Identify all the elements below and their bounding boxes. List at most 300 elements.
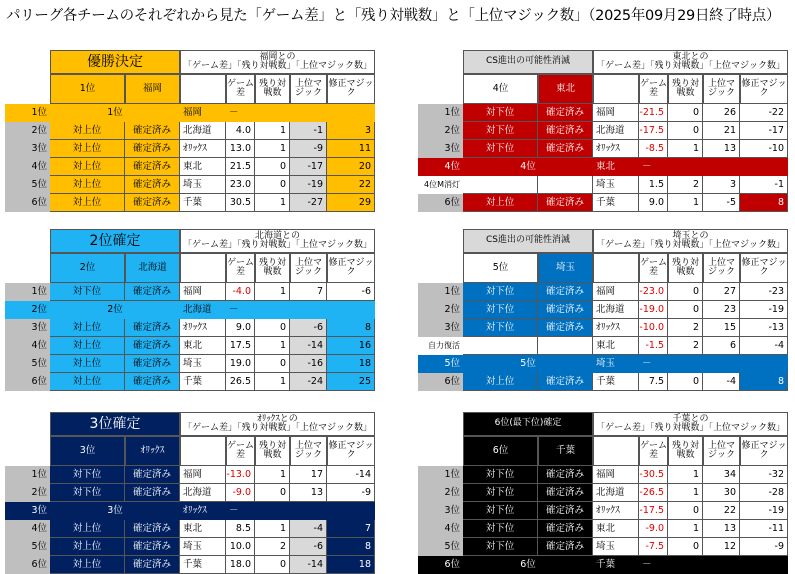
confirmed-label: 確定済み (538, 194, 593, 212)
game-diff: 10.0 (226, 538, 255, 556)
relation-label: 対下位 (463, 319, 538, 337)
confirmed-label: 確定済み (125, 319, 180, 337)
confirmed-label: 確定済み (125, 520, 180, 538)
confirmed-label: 確定済み (538, 283, 593, 301)
confirmed-label: 確定済み (125, 484, 180, 502)
magic-number: 17 (290, 466, 327, 484)
self-label: 1位 (50, 104, 180, 122)
comparison-header (593, 412, 788, 436)
status-rank: 2位 (50, 253, 125, 283)
adjusted-magic: -22 (740, 104, 788, 122)
column-header-remaining: 残り対戦数 (668, 74, 703, 104)
confirmed-label: 確定済み (125, 283, 180, 301)
remaining-games: 0 (255, 319, 290, 337)
magic-number: 26 (703, 104, 740, 122)
rank-label: 5位 (5, 538, 50, 556)
magic-number: 13 (290, 484, 327, 502)
game-diff: -17.5 (639, 502, 668, 520)
self-fill (255, 104, 375, 122)
comparison-header (180, 229, 375, 253)
relation-label: 対下位 (50, 484, 125, 502)
game-diff: 21.5 (226, 158, 255, 176)
status-rank: 1位 (50, 74, 125, 104)
magic-number: -4 (290, 520, 327, 538)
magic-number: -19 (290, 176, 327, 194)
rank-label: 5位 (418, 538, 463, 556)
team-name: 東北 (593, 158, 639, 176)
magic-number: 7 (290, 283, 327, 301)
confirmed-label: 確定済み (538, 502, 593, 520)
column-header-adj-magic: 修正マジック (740, 436, 788, 466)
confirmed-label: 確定済み (538, 301, 593, 319)
adjusted-magic: -19 (740, 502, 788, 520)
magic-number: 15 (703, 319, 740, 337)
comparison-header-line2: 「ゲーム差」「残り対戦数」「上位マジック数」 (182, 423, 372, 433)
remaining-games: 1 (255, 373, 290, 391)
remaining-games: 1 (255, 140, 290, 158)
team-name: 東北 (180, 158, 226, 176)
team-name: 北海道 (180, 122, 226, 140)
column-header-magic: 上位マジック (703, 253, 740, 283)
adjusted-magic: -14 (327, 466, 375, 484)
status-team: ｵﾘｯｸｽ (125, 436, 180, 466)
rank-label: 6位 (5, 194, 50, 212)
confirmed-label: 確定済み (538, 466, 593, 484)
game-diff: 13.0 (226, 140, 255, 158)
game-diff: 9.0 (639, 194, 668, 212)
confirmed-label: 確定済み (538, 373, 593, 391)
relation-label: 対上位 (50, 538, 125, 556)
comparison-header-line1: 東北との (672, 51, 709, 62)
relation-label: 対上位 (463, 373, 538, 391)
remaining-games: 0 (668, 301, 703, 319)
rank-label: 4位 (5, 520, 50, 538)
rank-label: 3位 (5, 502, 50, 520)
game-diff: － (226, 502, 255, 520)
remaining-games: 1 (255, 194, 290, 212)
rank-label: 3位 (5, 140, 50, 158)
comparison-header (180, 50, 375, 74)
comparison-header-line2: 「ゲーム差」「残り対戦数」「上位マジック数」 (595, 240, 785, 250)
adjusted-magic: -10 (740, 140, 788, 158)
remaining-games: 0 (668, 373, 703, 391)
team-name: ｵﾘｯｸｽ (593, 319, 639, 337)
rank-label: 5位 (418, 355, 463, 373)
comparison-header-line2: 「ゲーム差」「残り対戦数」「上位マジック数」 (595, 61, 785, 71)
rank-label: 2位 (5, 122, 50, 140)
adjusted-magic: -6 (327, 283, 375, 301)
rank-label: 4位 (5, 158, 50, 176)
confirmed-label: 確定済み (125, 158, 180, 176)
team-name: 埼玉 (593, 538, 639, 556)
remaining-games: 0 (668, 104, 703, 122)
status-title: CS進出の可能性消滅 (463, 50, 593, 74)
column-header-team (180, 436, 226, 466)
self-fill (255, 502, 375, 520)
status-rank: 5位 (463, 253, 538, 283)
relation-label: 対下位 (463, 140, 538, 158)
team-name: 東北 (593, 337, 639, 355)
column-header-team (593, 74, 639, 104)
comparison-header-line2: 「ゲーム差」「残り対戦数」「上位マジック数」 (182, 61, 372, 71)
team-name: 埼玉 (593, 176, 639, 194)
rank-label: 6位 (418, 373, 463, 391)
adjusted-magic: 25 (327, 373, 375, 391)
relation-label: 対上位 (50, 176, 125, 194)
relation-label: 対下位 (463, 484, 538, 502)
relation-label (463, 176, 538, 194)
game-diff: -30.5 (639, 466, 668, 484)
column-header-remaining: 残り対戦数 (668, 436, 703, 466)
game-diff: 7.5 (639, 373, 668, 391)
self-fill (668, 355, 788, 373)
team-name: 北海道 (593, 484, 639, 502)
magic-number: -6 (290, 319, 327, 337)
remaining-games: 0 (255, 556, 290, 574)
game-diff: － (226, 104, 255, 122)
game-diff: -23.0 (639, 283, 668, 301)
self-fill (668, 158, 788, 176)
team-name: 福岡 (593, 104, 639, 122)
confirmed-label: 確定済み (538, 140, 593, 158)
team-name: ｵﾘｯｸｽ (593, 502, 639, 520)
self-label: 3位 (50, 502, 180, 520)
status-title: 6位(最下位)確定 (463, 412, 593, 436)
adjusted-magic: 16 (327, 337, 375, 355)
rank-label: 6位 (418, 556, 463, 574)
team-name: 北海道 (180, 301, 226, 319)
confirmed-label: 確定済み (538, 520, 593, 538)
comparison-header-line2: 「ゲーム差」「残り対戦数」「上位マジック数」 (595, 423, 785, 433)
remaining-games: 1 (255, 337, 290, 355)
comparison-header-line1: 千葉との (672, 413, 709, 424)
remaining-games: 1 (668, 140, 703, 158)
remaining-games: 0 (668, 283, 703, 301)
remaining-games: 0 (255, 484, 290, 502)
adjusted-magic: -1 (740, 176, 788, 194)
column-header-magic: 上位マジック (703, 436, 740, 466)
status-team: 埼玉 (538, 253, 593, 283)
magic-number: 21 (703, 122, 740, 140)
remaining-games: 0 (255, 355, 290, 373)
team-name: 福岡 (180, 283, 226, 301)
team-name: 千葉 (180, 373, 226, 391)
magic-number: 13 (703, 140, 740, 158)
magic-number: -6 (290, 538, 327, 556)
game-diff: 8.5 (226, 520, 255, 538)
rank-label: 2位 (418, 301, 463, 319)
confirmed-label: 確定済み (538, 104, 593, 122)
self-fill (255, 301, 375, 319)
magic-number: -27 (290, 194, 327, 212)
remaining-games: 1 (255, 466, 290, 484)
confirmed-label: 確定済み (538, 538, 593, 556)
team-name: 福岡 (593, 466, 639, 484)
team-name: 東北 (180, 337, 226, 355)
rank-label: 4位 (5, 337, 50, 355)
adjusted-magic: -17 (740, 122, 788, 140)
relation-label: 対上位 (50, 355, 125, 373)
game-diff: -21.5 (639, 104, 668, 122)
team-name: 北海道 (180, 484, 226, 502)
self-label: 2位 (50, 301, 180, 319)
self-label: 5位 (463, 355, 593, 373)
relation-label: 対上位 (50, 373, 125, 391)
magic-number: 30 (703, 484, 740, 502)
magic-number: 34 (703, 466, 740, 484)
column-header-team (180, 253, 226, 283)
column-header-game-diff: ゲーム差 (226, 74, 255, 104)
relation-label (463, 337, 538, 355)
comparison-header-line1: 福岡との (259, 51, 296, 62)
self-label: 4位 (463, 158, 593, 176)
remaining-games: 0 (255, 158, 290, 176)
adjusted-magic: -11 (740, 520, 788, 538)
column-header-remaining: 残り対戦数 (255, 253, 290, 283)
status-title: 3位確定 (50, 412, 180, 436)
remaining-games: 1 (668, 466, 703, 484)
magic-number: 23 (703, 301, 740, 319)
game-diff: -13.0 (226, 466, 255, 484)
confirmed-label: 確定済み (125, 122, 180, 140)
column-header-remaining: 残り対戦数 (255, 436, 290, 466)
game-diff: -10.0 (639, 319, 668, 337)
rank-label: 2位 (418, 484, 463, 502)
status-team: 福岡 (125, 74, 180, 104)
game-diff: -9.0 (639, 520, 668, 538)
adjusted-magic: 20 (327, 158, 375, 176)
remaining-games: 2 (255, 538, 290, 556)
relation-label: 対下位 (463, 283, 538, 301)
status-title: 優勝決定 (50, 50, 180, 74)
confirmed-label: 確定済み (538, 122, 593, 140)
relation-label: 対下位 (463, 520, 538, 538)
team-name: ｵﾘｯｸｽ (180, 502, 226, 520)
column-header-adj-magic: 修正マジック (740, 253, 788, 283)
confirmed-label: 確定済み (538, 319, 593, 337)
column-header-adj-magic: 修正マジック (327, 436, 375, 466)
relation-label: 対上位 (50, 337, 125, 355)
relation-label: 対下位 (50, 466, 125, 484)
remaining-games: 2 (668, 337, 703, 355)
team-name: ｵﾘｯｸｽ (180, 140, 226, 158)
magic-number: -16 (290, 355, 327, 373)
magic-number: -14 (290, 556, 327, 574)
rank-label: 6位 (5, 556, 50, 574)
remaining-games: 1 (668, 194, 703, 212)
comparison-header (593, 50, 788, 74)
magic-number: -4 (703, 373, 740, 391)
team-name: 北海道 (593, 301, 639, 319)
confirmed-label (538, 337, 593, 355)
team-name: 福岡 (593, 283, 639, 301)
column-header-game-diff: ゲーム差 (639, 436, 668, 466)
rank-label: 6位 (418, 194, 463, 212)
game-diff: 18.0 (226, 556, 255, 574)
rank-label: 3位 (5, 319, 50, 337)
status-rank: 6位 (463, 436, 538, 466)
relation-label: 対上位 (50, 122, 125, 140)
confirmed-label: 確定済み (125, 194, 180, 212)
magic-number: -5 (703, 194, 740, 212)
column-header-adj-magic: 修正マジック (327, 253, 375, 283)
adjusted-magic: -28 (740, 484, 788, 502)
magic-number: 13 (703, 520, 740, 538)
relation-label: 対下位 (463, 104, 538, 122)
team-name: 東北 (593, 520, 639, 538)
team-name: 埼玉 (593, 355, 639, 373)
column-header-magic: 上位マジック (290, 74, 327, 104)
status-title: CS進出の可能性消滅 (463, 229, 593, 253)
magic-number: -1 (290, 122, 327, 140)
rank-label: 5位 (5, 176, 50, 194)
rank-label: 自力復活 (418, 337, 463, 355)
magic-number: -17 (290, 158, 327, 176)
adjusted-magic: 18 (327, 355, 375, 373)
team-name: 千葉 (593, 556, 639, 574)
game-diff: -7.5 (639, 538, 668, 556)
remaining-games: 1 (255, 520, 290, 538)
rank-label: 3位 (418, 140, 463, 158)
game-diff: -26.5 (639, 484, 668, 502)
magic-number: -9 (290, 140, 327, 158)
rank-label: 1位 (418, 104, 463, 122)
page-title: パリーグ各チームのそれぞれから見た「ゲーム差」と「残り対戦数」と「上位マジック数」（2025年09月29日終了時点） (6, 8, 781, 24)
column-header-team (593, 436, 639, 466)
relation-label: 対下位 (463, 301, 538, 319)
team-name: ｵﾘｯｸｽ (180, 319, 226, 337)
rank-label: 1位 (5, 466, 50, 484)
status-rank: 4位 (463, 74, 538, 104)
comparison-header (180, 412, 375, 436)
confirmed-label: 確定済み (125, 355, 180, 373)
rank-label: 1位 (5, 283, 50, 301)
game-diff: 9.0 (226, 319, 255, 337)
comparison-header (593, 229, 788, 253)
magic-number: 27 (703, 283, 740, 301)
magic-number: 6 (703, 337, 740, 355)
relation-label: 対上位 (50, 520, 125, 538)
relation-label: 対下位 (463, 538, 538, 556)
team-name: ｵﾘｯｸｽ (593, 140, 639, 158)
team-name: 福岡 (180, 466, 226, 484)
magic-number: -14 (290, 337, 327, 355)
team-name: 東北 (180, 520, 226, 538)
rank-label: 1位 (418, 283, 463, 301)
rank-label: 2位 (418, 122, 463, 140)
remaining-games: 0 (668, 122, 703, 140)
game-diff: -1.5 (639, 337, 668, 355)
team-name: 埼玉 (180, 355, 226, 373)
relation-label: 対下位 (50, 283, 125, 301)
magic-number: -24 (290, 373, 327, 391)
status-team: 千葉 (538, 436, 593, 466)
confirmed-label: 確定済み (125, 337, 180, 355)
adjusted-magic: 18 (327, 556, 375, 574)
game-diff: 17.5 (226, 337, 255, 355)
relation-label: 対上位 (50, 194, 125, 212)
remaining-games: 1 (668, 520, 703, 538)
remaining-games: 2 (668, 176, 703, 194)
rank-label: 2位 (5, 301, 50, 319)
comparison-header-line1: ｵﾘｯｸｽとの (257, 413, 298, 424)
adjusted-magic: 3 (327, 122, 375, 140)
team-name: 千葉 (180, 556, 226, 574)
remaining-games: 1 (255, 283, 290, 301)
rank-label: 4位 (418, 520, 463, 538)
status-rank: 3位 (50, 436, 125, 466)
relation-label: 対上位 (463, 194, 538, 212)
team-name: 千葉 (593, 194, 639, 212)
column-header-team (180, 74, 226, 104)
column-header-magic: 上位マジック (290, 436, 327, 466)
game-diff: -17.5 (639, 122, 668, 140)
magic-number: 12 (703, 538, 740, 556)
column-header-game-diff: ゲーム差 (226, 436, 255, 466)
team-name: 福岡 (180, 104, 226, 122)
team-name: 千葉 (180, 194, 226, 212)
relation-label: 対上位 (50, 140, 125, 158)
adjusted-magic: 7 (327, 520, 375, 538)
adjusted-magic: 29 (327, 194, 375, 212)
adjusted-magic: -13 (740, 319, 788, 337)
confirmed-label: 確定済み (125, 466, 180, 484)
confirmed-label: 確定済み (125, 176, 180, 194)
team-name: 埼玉 (180, 538, 226, 556)
remaining-games: 1 (255, 122, 290, 140)
team-name: 北海道 (593, 122, 639, 140)
team-name: 埼玉 (180, 176, 226, 194)
confirmed-label: 確定済み (125, 556, 180, 574)
relation-label: 対下位 (463, 122, 538, 140)
team-name: 千葉 (593, 373, 639, 391)
comparison-header-line1: 埼玉との (672, 230, 709, 241)
adjusted-magic: -9 (327, 484, 375, 502)
adjusted-magic: 8 (740, 194, 788, 212)
column-header-adj-magic: 修正マジック (327, 74, 375, 104)
rank-label: 1位 (418, 466, 463, 484)
game-diff: － (639, 158, 668, 176)
adjusted-magic: -19 (740, 301, 788, 319)
magic-number: 3 (703, 176, 740, 194)
column-header-magic: 上位マジック (703, 74, 740, 104)
confirmed-label (538, 176, 593, 194)
adjusted-magic: 11 (327, 140, 375, 158)
column-header-team (593, 253, 639, 283)
adjusted-magic: -4 (740, 337, 788, 355)
adjusted-magic: -23 (740, 283, 788, 301)
adjusted-magic: 8 (327, 319, 375, 337)
game-diff: 19.0 (226, 355, 255, 373)
remaining-games: 0 (255, 176, 290, 194)
rank-label: 4位 (418, 158, 463, 176)
game-diff: － (639, 355, 668, 373)
game-diff: － (639, 556, 668, 574)
game-diff: -4.0 (226, 283, 255, 301)
status-team: 北海道 (125, 253, 180, 283)
adjusted-magic: 22 (327, 176, 375, 194)
status-team: 東北 (538, 74, 593, 104)
column-header-game-diff: ゲーム差 (639, 253, 668, 283)
game-diff: 23.0 (226, 176, 255, 194)
relation-label: 対下位 (463, 502, 538, 520)
adjusted-magic: -32 (740, 466, 788, 484)
self-label: 6位 (463, 556, 593, 574)
relation-label: 対上位 (50, 556, 125, 574)
status-title: 2位確定 (50, 229, 180, 253)
game-diff: 26.5 (226, 373, 255, 391)
remaining-games: 0 (668, 502, 703, 520)
